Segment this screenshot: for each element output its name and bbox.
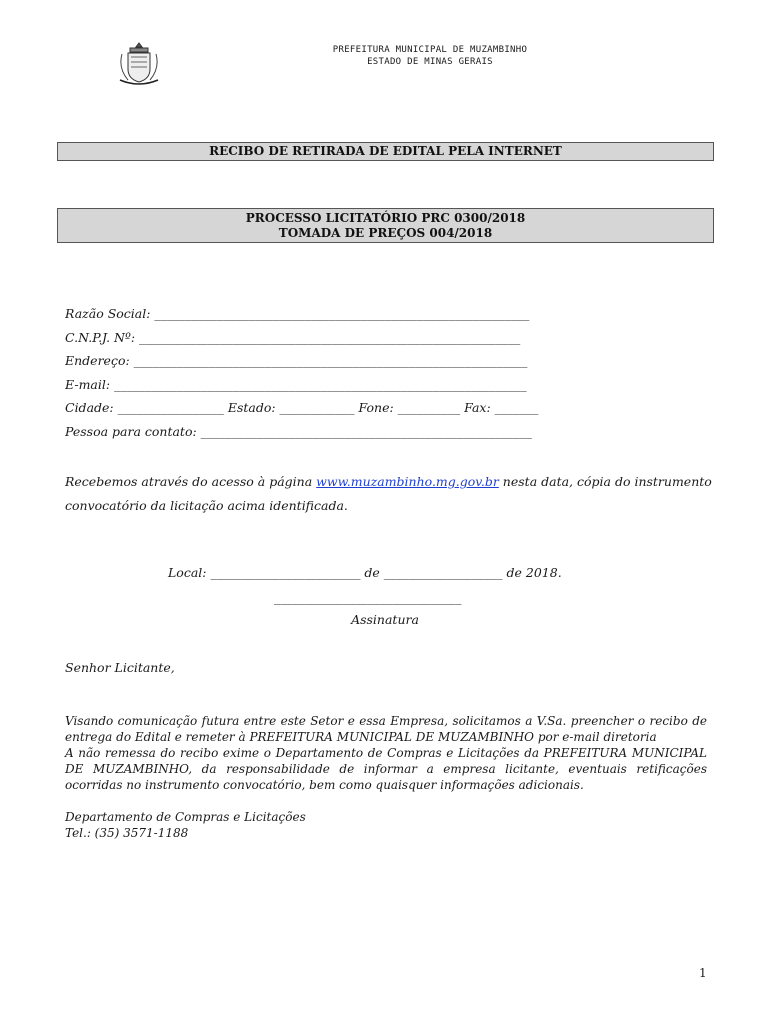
greeting: Senhor Licitante,: [65, 660, 175, 675]
field-cnpj[interactable]: C.N.P.J. Nº: _____________________________________________________________: [65, 329, 521, 345]
field-endereco[interactable]: Endereço: _______________________________________________________________: [65, 353, 528, 368]
field-razao-social[interactable]: Razão Social: ____________________________________________________________: [65, 306, 530, 321]
letterhead-line1: PREFEITURA MUNICIPAL DE MUZAMBINHO: [332, 45, 528, 55]
process-number: PROCESSO LICITATÓRIO PRC 0300/2018: [245, 211, 526, 225]
notice-text: [65, 713, 707, 841]
signature-label: Assinatura: [351, 612, 419, 627]
local-date-line[interactable]: Local: ________________________ de ___________________ de 2018.: [168, 565, 562, 580]
tender-number: TOMADA DE PREÇOS 004/2018: [278, 226, 493, 240]
receipt-text-before: Recebemos através do acesso à página: [65, 474, 317, 489]
department-phone: Tel.: (35) 3571-1188: [65, 826, 189, 840]
notice-paragraph-2: A não remessa do recibo exime o Departamento de Compras e Licitações da PREFEITURA MUNICIPAL DE MUZAMBINHO, da responsabilidade de informar a empresa licitante, eventuais retificações ocorridas no instrumento convocatório, bem como quaisquer informações adicionais.: [65, 746, 707, 792]
receipt-statement: [65, 470, 725, 518]
department-name: Departamento de Compras e Licitações: [65, 810, 306, 824]
company-form: [65, 306, 605, 447]
field-pessoa-contato[interactable]: Pessoa para contato: _____________________________________________________: [65, 423, 532, 439]
process-box: [57, 208, 714, 243]
letterhead-line2: ESTADO DE MINAS GERAIS: [367, 57, 493, 67]
receipt-text-after: nesta data, cópia do instrumento convocatório da licitação acima identificada.: [65, 474, 712, 513]
website-link[interactable]: www.muzambinho.mg.gov.br: [316, 474, 499, 489]
coat-of-arms-icon: [116, 40, 162, 88]
field-email[interactable]: E-mail: __________________________________________________________________: [65, 376, 527, 392]
page-number: 1: [699, 966, 707, 980]
signature-line[interactable]: ______________________________: [274, 590, 462, 605]
notice-paragraph-1: Visando comunicação futura entre este Setor e essa Empresa, solicitamos a V.Sa. preencher o recibo de entrega do Edital e remeter à PREFEITURA MUNICIPAL DE MUZAMBINHO por e-mail diretoria: [65, 714, 707, 744]
title-box: [57, 142, 714, 161]
letterhead: [230, 44, 630, 68]
field-cidade-estado-fone-fax[interactable]: Cidade: _________________ Estado: ____________ Fone: __________ Fax: _______: [65, 400, 539, 415]
document-title: RECIBO DE RETIRADA DE EDITAL PELA INTERNET: [209, 144, 562, 158]
